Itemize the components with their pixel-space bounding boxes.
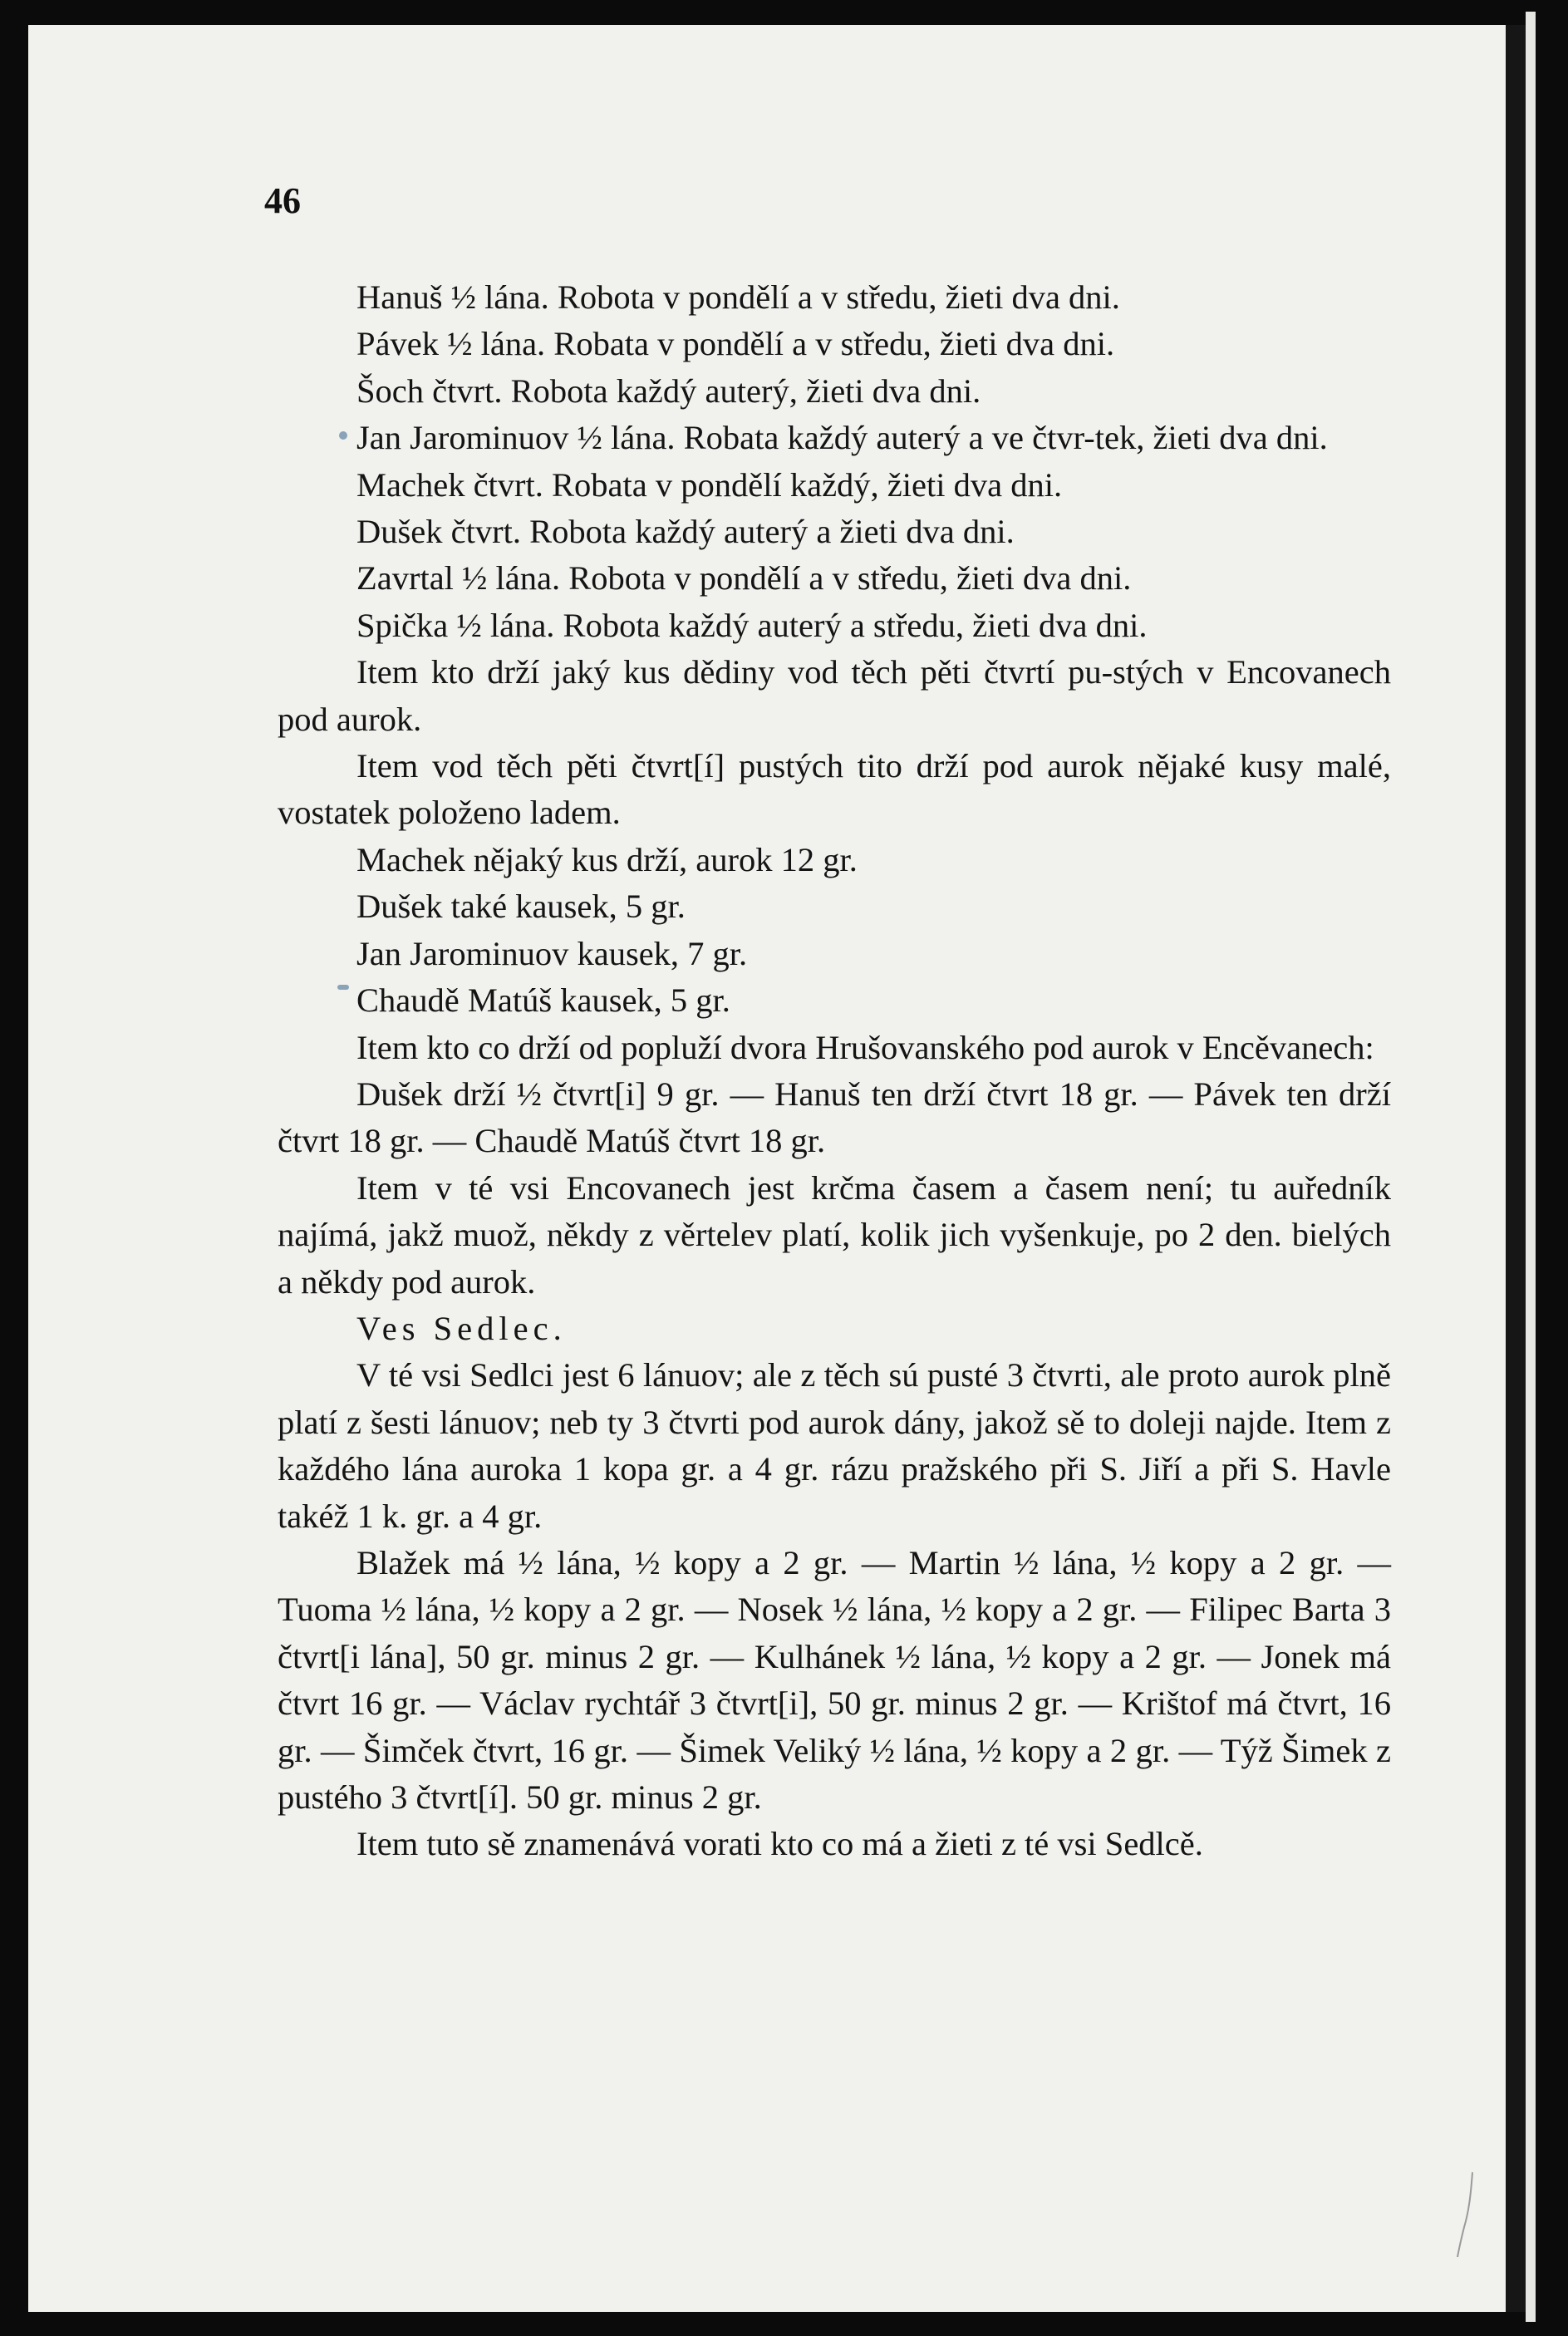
paragraph: Dušek také kausek, 5 gr. xyxy=(356,888,686,926)
paragraph: Item tuto sě znamenává vorati kto co má a žieti z té vsi Sedlcě. xyxy=(356,1825,1203,1863)
paragraph: Machek nějaký kus drží, aurok 12 gr. xyxy=(356,840,858,878)
page-edge-shadow xyxy=(1506,25,1526,2312)
paragraph: Zavrtal ½ lána. Robota v pondělí a v středu, žieti dva dni. xyxy=(356,559,1132,598)
paragraph: Machek čtvrt. Robata v pondělí každý, žieti dva dni. xyxy=(356,465,1063,504)
paragraph: Item v té vsi Encovanech jest krčma časem a časem není; tu auředník najímá, jakž muož, někdy z věrtelev platí, kolik jich vyšenkuje, po 2 den. bielých a někdy pod aurok. xyxy=(278,1168,1391,1301)
pencil-mark-icon xyxy=(1454,2169,1479,2260)
paragraph: Dušek drží ½ čtvrt[i] 9 gr. — Hanuš ten drží čtvrt 18 gr. — Pávek ten drží čtvrt 18 gr. — Chaudě Matúš čtvrt 18 gr. xyxy=(278,1075,1391,1160)
paragraph: Item kto drží jaký kus dědiny vod těch pěti čtvrtí pu-stých v Encovanech pod aurok. xyxy=(278,653,1391,738)
paragraph: Šoch čtvrt. Robota každý auterý, žieti dva dni. xyxy=(356,371,981,410)
paragraph: Item kto co drží od popluží dvora Hrušovanského pod aurok v Encěvanech: xyxy=(356,1028,1374,1066)
book-page xyxy=(28,25,1506,2312)
paragraph: Spička ½ lána. Robota každý auterý a středu, žieti dva dni. xyxy=(356,606,1148,644)
section-heading: Ves Sedlec. xyxy=(356,1309,567,1347)
page-number: 46 xyxy=(264,180,301,221)
page-body-text xyxy=(278,274,1391,1868)
paragraph: Dušek čtvrt. Robota každý auterý a žieti dva dni. xyxy=(356,513,1015,551)
paragraph: Blažek má ½ lána, ½ kopy a 2 gr. — Martin ½ lána, ½ kopy a 2 gr. — Tuoma ½ lána, ½ kopy a 2 gr. — Nosek ½ lána, ½ kopy a 2 gr. — Filipec Barta 3 čtvrt[i lána], 50 gr. minus 2 gr. — Kulhánek ½ lána, ½ kopy a 2 gr. — Jonek má čtvrt 16 gr. — Václav rychtář 3 čtvrt[i], 50 gr. minus 2 gr. — Krištof má čtvrt, 16 gr. — Šimček čtvrt, 16 gr. — Šimek Veliký ½ lána, ½ kopy a 2 gr. — Týž Šimek z pustého 3 čtvrt[í]. 50 gr. minus 2 gr. xyxy=(278,1543,1391,1816)
paragraph: Pávek ½ lána. Robata v pondělí a v středu, žieti dva dni. xyxy=(356,325,1115,363)
paragraph: V té vsi Sedlci jest 6 lánuov; ale z těch sú pusté 3 čtvrti, ale proto aurok plně platí z šesti lánuov; neb ty 3 čtvrti pod aurok dány, jakož sě to doleji najde. Item z každého lána auroka 1 kopa gr. a 4 gr. rázu pražského při S. Jiří a při S. Havle takéž 1 k. gr. a 4 gr. xyxy=(278,1356,1391,1535)
paragraph: Item vod těch pěti čtvrt[í] pustých tito drží pod aurok nějaké kusy malé, vostatek položeno ladem. xyxy=(278,747,1391,832)
paragraph: Hanuš ½ lána. Robota v pondělí a v středu, žieti dva dni. xyxy=(356,278,1120,316)
next-page-edge xyxy=(1526,12,1536,2322)
paragraph: Chaudě Matúš kausek, 5 gr. xyxy=(356,981,730,1020)
paragraph: Jan Jarominuov ½ lána. Robata každý auterý a ve čtvr-tek, žieti dva dni. xyxy=(356,419,1328,457)
paragraph: Jan Jarominuov kausek, 7 gr. xyxy=(356,934,748,972)
